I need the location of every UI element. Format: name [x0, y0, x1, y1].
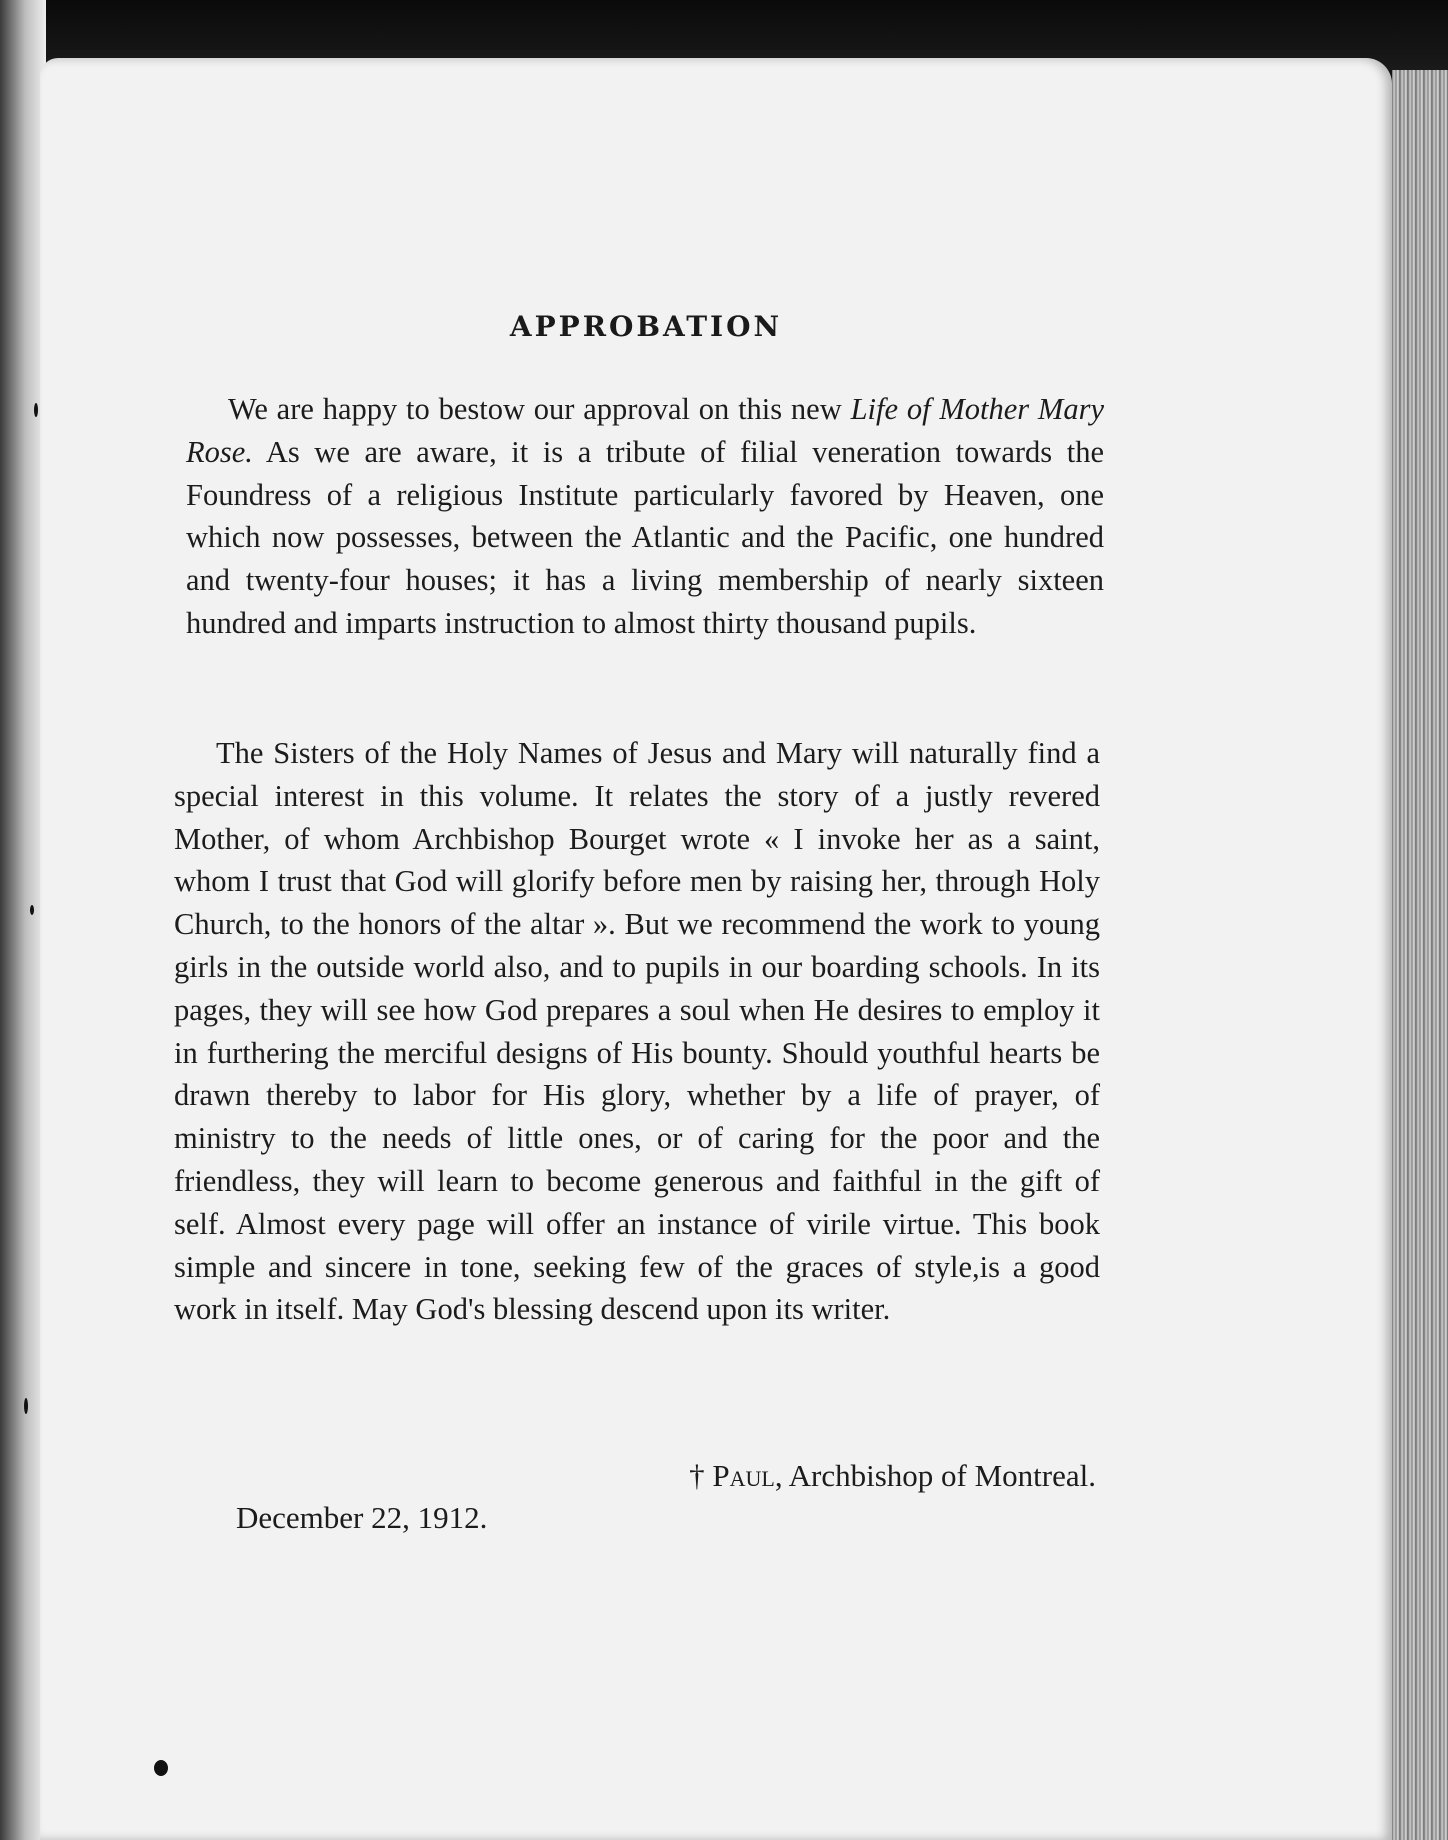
approbation-date: December 22, 1912.: [236, 1500, 488, 1535]
paragraph-2-text: The Sisters of the Holy Names of Jesus and Mary will naturally find a special interest in this volume. It relates the story of a justly revered Mother, of whom Archbishop Bourget wrote « I invoke her as a saint, whom I trust that God will glorify before men by raising her, through Holy Church, to the honors of the altar ». But we recommend the work to young girls in the outside world also, and to pupils in our boarding schools. In its pages, they will see how God prepares a soul when He desires to employ it in furthering the merciful designs of His bounty. Should youthful hearts be drawn thereby to labor for His glory, whether by a life of prayer, of ministry to the needs of little ones, or of caring for the poor and the friendless, they will learn to become generous and faithful in the gift of self. Almost every page will offer an instance of virile virtue. This book simple and sincere in tone, seeking few of the graces of style,is a good work in itself. May God's blessing descend upon its writer.: [174, 736, 1100, 1327]
paragraph-1-intro: We are happy to bestow our approval on this new: [228, 392, 851, 426]
signatory-name: Paul,: [712, 1458, 783, 1493]
cross-symbol: †: [689, 1458, 705, 1493]
signatory-title: Archbishop of Montreal.: [788, 1458, 1096, 1493]
ink-speck: [154, 1760, 168, 1776]
page-heading: APPROBATION: [509, 310, 783, 343]
page-edges: [1392, 70, 1448, 1840]
paragraph-1-body: As we are aware, it is a tribute of filial veneration towards the Foundress of a religious Institute particularly favored by Heaven, one which now possesses, between the Atlantic and the Pacific, one hundred and twenty-four houses; it has a living membership of nearly sixteen hundred and imparts instruction to almost thirty thousand pupils.: [186, 434, 1104, 640]
book-title: Life of Mother Mary Rose.: [186, 392, 1104, 469]
approbation-paragraph-1: [186, 388, 1104, 645]
paragraph-1-text: [186, 388, 1104, 645]
signature: [560, 1458, 1096, 1494]
approbation-paragraph-2: [174, 732, 1100, 1331]
ink-speck: [34, 403, 38, 417]
ink-speck: [30, 905, 34, 915]
ink-speck: [24, 1398, 28, 1414]
